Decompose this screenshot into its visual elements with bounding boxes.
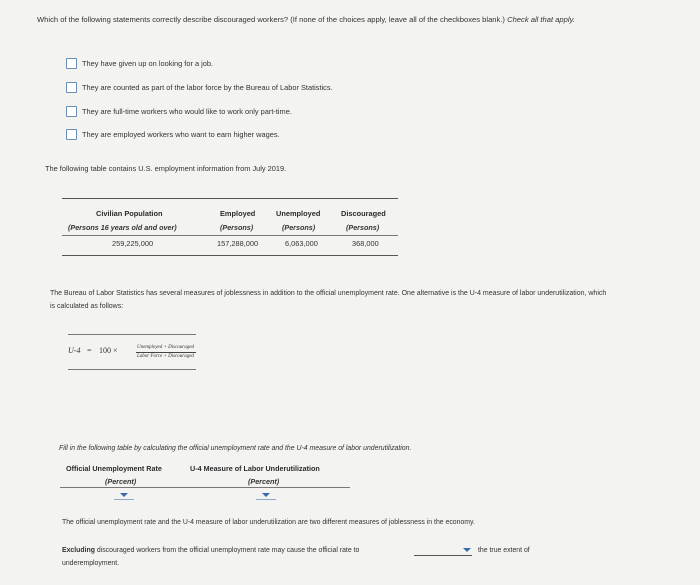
formula-denominator: Labor Force + Discouraged — [137, 354, 194, 359]
formula-lhs: U-4 — [68, 346, 81, 355]
excluding-dropdown[interactable] — [463, 548, 471, 552]
choice-employed-wages[interactable] — [66, 129, 280, 140]
choice-labor-force[interactable] — [66, 82, 333, 93]
choice-label: They are counted as part of the labor force by the Bureau of Labor Statistics. — [82, 83, 333, 92]
answer-header-rule — [60, 487, 350, 488]
formula-top-rule — [68, 334, 196, 335]
official-rate-dropdown[interactable] — [120, 493, 128, 497]
excluding-bold: Excluding — [62, 547, 95, 554]
checkbox[interactable] — [66, 82, 77, 93]
measures-sentence: The official unemployment rate and the U-4 measure of labor underutilization are two different measures of joblessness in the economy. — [62, 519, 475, 526]
choice-full-time[interactable] — [66, 106, 292, 117]
table-bottom-rule — [62, 255, 398, 256]
formula-numerator: Unemployed + Discouraged — [137, 345, 194, 350]
checkbox[interactable] — [66, 106, 77, 117]
cell-employed: 157,288,000 — [217, 239, 259, 248]
subheader-civilian: (Persons 16 years old and over) — [68, 223, 177, 232]
header-employed: Employed — [220, 209, 256, 218]
formula-bottom-rule — [68, 369, 196, 370]
question-instruction: Check all that apply. — [507, 15, 575, 24]
cell-unemployed: 6,063,000 — [285, 239, 318, 248]
excluding-sentence — [62, 547, 359, 554]
subheader-discouraged: (Persons) — [346, 223, 380, 232]
header-rule — [62, 235, 398, 236]
subheader-u4-measure: (Percent) — [248, 477, 280, 486]
choice-label: They are employed workers who want to earn higher wages. — [82, 130, 280, 139]
excluding-answer-field[interactable] — [414, 555, 472, 556]
cell-discouraged: 368,000 — [352, 239, 379, 248]
fraction-bar — [136, 352, 196, 353]
bls-paragraph: The Bureau of Labor Statistics has several measures of joblessness in addition to the official unemployment rate. One alternative is the U-4 measure of labor underutilization, which is calculated as follows: — [50, 290, 607, 310]
question-text — [37, 12, 657, 27]
table-top-rule — [62, 198, 398, 199]
header-official-rate: Official Unemployment Rate — [66, 464, 162, 473]
table-intro: The following table contains U.S. employment information from July 2019. — [45, 164, 287, 173]
question-prompt: Which of the following statements correctly describe discouraged workers? (If none of the choices apply, leave all of the checkboxes blank.) — [37, 15, 505, 24]
header-u4-measure: U-4 Measure of Labor Underutilization — [190, 464, 320, 473]
formula-equals: = — [87, 346, 92, 355]
choice-label: They have given up on looking for a job. — [82, 59, 214, 68]
choice-given-up[interactable] — [66, 58, 213, 69]
header-discouraged: Discouraged — [341, 209, 386, 218]
choice-label: They are full-time workers who would like to work only part-time. — [82, 107, 292, 116]
cell-civilian: 259,225,000 — [112, 239, 154, 248]
u4-measure-dropdown[interactable] — [262, 493, 270, 497]
u4-measure-field[interactable] — [256, 499, 276, 500]
excluding-line2: underemployment. — [62, 560, 120, 567]
official-rate-field[interactable] — [114, 499, 134, 500]
subheader-employed: (Persons) — [220, 223, 254, 232]
excluding-text: discouraged workers from the official unemployment rate may cause the official rate to — [96, 547, 360, 554]
checkbox[interactable] — [66, 58, 77, 69]
fill-instruction: Fill in the following table by calculating the official unemployment rate and the U-4 measure of labor underutilization. — [59, 445, 412, 452]
header-civilian: Civilian Population — [96, 209, 163, 218]
subheader-official-rate: (Percent) — [105, 477, 137, 486]
excluding-after: the true extent of — [478, 547, 530, 554]
subheader-unemployed: (Persons) — [282, 223, 316, 232]
formula-multiplier: 100 × — [99, 346, 118, 355]
checkbox[interactable] — [66, 129, 77, 140]
header-unemployed: Unemployed — [276, 209, 321, 218]
